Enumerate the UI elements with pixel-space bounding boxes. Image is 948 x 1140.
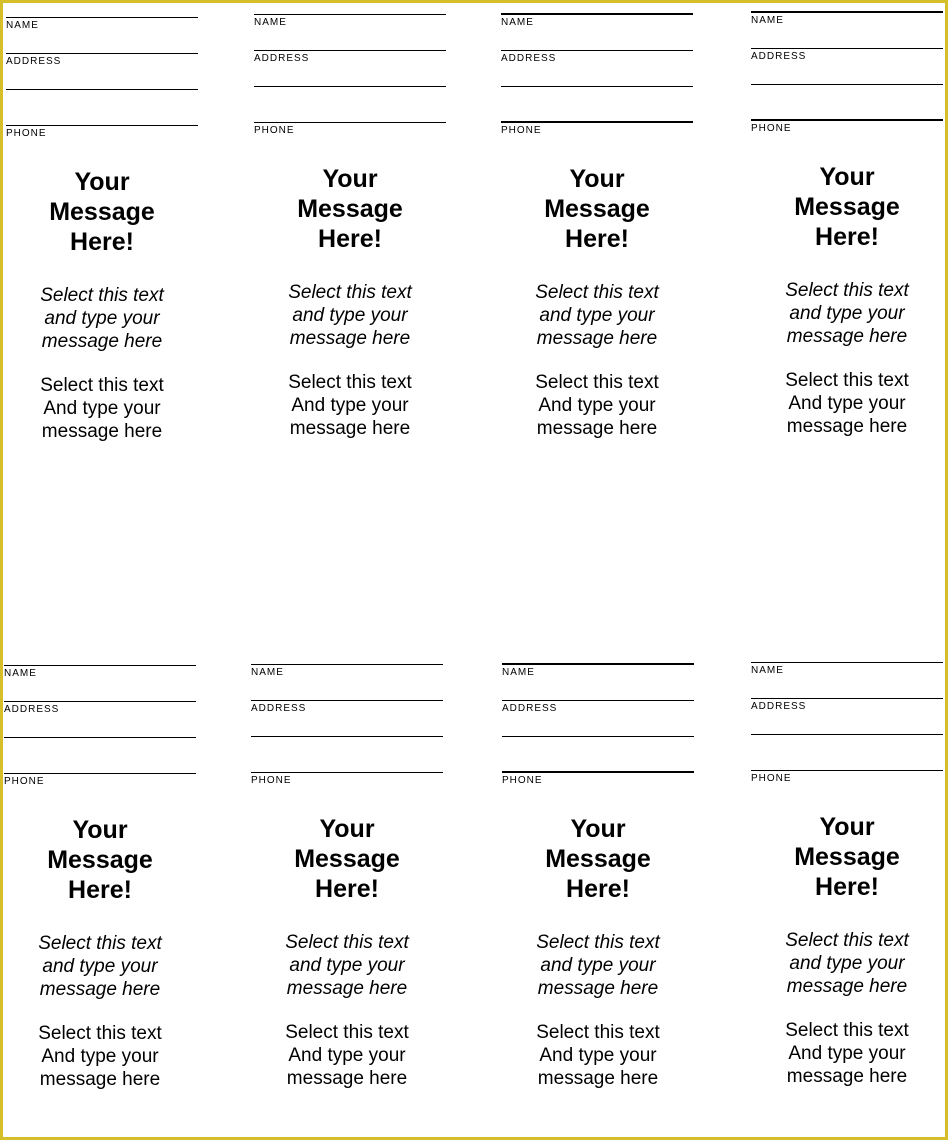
- name-row: [251, 647, 443, 678]
- message-heading[interactable]: [0, 167, 218, 257]
- italic-message[interactable]: [234, 281, 466, 350]
- italic-line: message here: [786, 976, 908, 997]
- italic-line: Select this text: [785, 930, 909, 951]
- heading-line: Message: [794, 193, 900, 221]
- heading-line: Message: [794, 843, 900, 871]
- address-label: ADDRESS: [751, 51, 807, 62]
- phone-row: [751, 85, 943, 134]
- plain-line: Select this text: [288, 372, 412, 393]
- contact-fields: [6, 0, 198, 139]
- address-row: [254, 15, 446, 64]
- address-label: ADDRESS: [251, 703, 307, 714]
- plain-line: Select this text: [535, 372, 659, 393]
- plain-line: And type your: [788, 1043, 906, 1064]
- plain-line: And type your: [288, 1045, 406, 1066]
- phone-label: PHONE: [6, 128, 47, 139]
- heading-line: Here!: [815, 223, 879, 251]
- message-heading[interactable]: [231, 814, 463, 904]
- heading-line: Here!: [70, 228, 134, 256]
- phone-row: [751, 735, 943, 784]
- phone-line[interactable]: [251, 772, 443, 773]
- heading-line: Your: [319, 815, 375, 843]
- plain-line: message here: [41, 421, 163, 442]
- address-extra-row: [751, 49, 943, 85]
- italic-line: message here: [536, 328, 658, 349]
- phone-row: [6, 90, 198, 139]
- italic-line: Select this text: [288, 282, 412, 303]
- italic-message[interactable]: [0, 932, 216, 1001]
- heading-line: Your: [72, 816, 128, 844]
- heading-line: Message: [545, 845, 651, 873]
- name-label: NAME: [251, 667, 284, 678]
- italic-line: message here: [39, 979, 161, 1000]
- address-extra-row: [254, 51, 446, 87]
- contact-fields: [501, 0, 693, 136]
- heading-line: Your: [819, 813, 875, 841]
- address-extra-row: [501, 51, 693, 87]
- heading-line: Here!: [815, 873, 879, 901]
- heading-line: Your: [570, 815, 626, 843]
- contact-fields: [502, 647, 694, 786]
- phone-line[interactable]: [502, 771, 694, 773]
- heading-line: Here!: [566, 875, 630, 903]
- plain-line: And type your: [291, 395, 409, 416]
- plain-message[interactable]: [0, 1022, 216, 1091]
- phone-label: PHONE: [254, 125, 295, 136]
- phone-row: [502, 737, 694, 786]
- name-row: [254, 0, 446, 28]
- address-label: ADDRESS: [751, 701, 807, 712]
- italic-line: message here: [41, 331, 163, 352]
- name-row: [751, 0, 943, 26]
- contact-fields: [751, 0, 943, 134]
- contact-fields: [4, 648, 196, 787]
- phone-line[interactable]: [501, 121, 693, 123]
- contact-fields: [751, 645, 943, 784]
- address-row: [501, 15, 693, 64]
- italic-line: message here: [289, 328, 411, 349]
- italic-line: message here: [286, 978, 408, 999]
- contact-fields: [251, 647, 443, 786]
- heading-line: Here!: [318, 225, 382, 253]
- phone-row: [254, 87, 446, 136]
- address-label: ADDRESS: [6, 56, 62, 67]
- italic-message[interactable]: [731, 929, 948, 998]
- name-label: NAME: [254, 17, 287, 28]
- italic-line: and type your: [42, 956, 158, 977]
- heading-line: Message: [294, 845, 400, 873]
- name-row: [6, 0, 198, 31]
- address-label: ADDRESS: [501, 53, 557, 64]
- message-heading[interactable]: [234, 164, 466, 254]
- heading-line: Your: [74, 168, 130, 196]
- plain-line: Select this text: [285, 1022, 409, 1043]
- plain-line: Select this text: [785, 1020, 909, 1041]
- italic-line: and type your: [789, 953, 905, 974]
- address-extra-row: [751, 699, 943, 735]
- plain-message[interactable]: [481, 371, 713, 440]
- name-label: NAME: [6, 20, 39, 31]
- address-row: [251, 665, 443, 714]
- italic-line: Select this text: [40, 285, 164, 306]
- italic-line: and type your: [44, 308, 160, 329]
- phone-label: PHONE: [502, 775, 543, 786]
- name-label: NAME: [751, 665, 784, 676]
- plain-line: And type your: [538, 395, 656, 416]
- plain-message[interactable]: [231, 1021, 463, 1090]
- plain-line: Select this text: [536, 1022, 660, 1043]
- plain-line: message here: [286, 1068, 408, 1089]
- italic-message[interactable]: [0, 284, 218, 353]
- heading-line: Message: [297, 195, 403, 223]
- italic-line: Select this text: [536, 932, 660, 953]
- phone-line[interactable]: [751, 119, 943, 121]
- address-row: [751, 13, 943, 62]
- message-heading[interactable]: [0, 815, 216, 905]
- message-heading[interactable]: [482, 814, 714, 904]
- italic-line: message here: [537, 978, 659, 999]
- plain-line: And type your: [41, 1046, 159, 1067]
- phone-row: [501, 87, 693, 136]
- phone-label: PHONE: [251, 775, 292, 786]
- plain-line: message here: [537, 1068, 659, 1089]
- phone-label: PHONE: [751, 773, 792, 784]
- name-label: NAME: [751, 15, 784, 26]
- phone-line[interactable]: [6, 125, 198, 126]
- name-row: [4, 648, 196, 679]
- plain-line: message here: [786, 1066, 908, 1087]
- heading-line: Your: [569, 165, 625, 193]
- plain-message[interactable]: [731, 369, 948, 438]
- plain-line: Select this text: [38, 1023, 162, 1044]
- heading-line: Your: [819, 163, 875, 191]
- contact-fields: [254, 0, 446, 136]
- heading-line: Here!: [565, 225, 629, 253]
- message-heading[interactable]: [731, 812, 948, 902]
- address-row: [4, 666, 196, 715]
- address-label: ADDRESS: [502, 703, 558, 714]
- italic-line: Select this text: [535, 282, 659, 303]
- phone-line[interactable]: [4, 773, 196, 774]
- plain-message[interactable]: [731, 1019, 948, 1088]
- plain-line: message here: [39, 1069, 161, 1090]
- plain-line: message here: [536, 418, 658, 439]
- italic-message[interactable]: [481, 281, 713, 350]
- name-label: NAME: [502, 667, 535, 678]
- plain-message[interactable]: [0, 374, 218, 443]
- name-row: [751, 645, 943, 676]
- heading-line: Message: [49, 198, 155, 226]
- italic-line: and type your: [539, 305, 655, 326]
- plain-line: And type your: [788, 393, 906, 414]
- phone-label: PHONE: [4, 776, 45, 787]
- phone-line[interactable]: [751, 770, 943, 771]
- address-label: ADDRESS: [254, 53, 310, 64]
- phone-label: PHONE: [751, 123, 792, 134]
- phone-row: [251, 737, 443, 786]
- message-heading[interactable]: [481, 164, 713, 254]
- address-extra-row: [4, 702, 196, 738]
- italic-line: Select this text: [38, 933, 162, 954]
- address-row: [502, 665, 694, 714]
- address-extra-row: [6, 54, 198, 90]
- plain-message[interactable]: [234, 371, 466, 440]
- plain-line: Select this text: [785, 370, 909, 391]
- plain-message[interactable]: [482, 1021, 714, 1090]
- italic-line: message here: [786, 326, 908, 347]
- name-row: [502, 647, 694, 678]
- plain-line: message here: [786, 416, 908, 437]
- heading-line: Here!: [315, 875, 379, 903]
- address-row: [6, 18, 198, 67]
- heading-line: Message: [47, 846, 153, 874]
- italic-message[interactable]: [231, 931, 463, 1000]
- phone-row: [4, 738, 196, 787]
- italic-message[interactable]: [731, 279, 948, 348]
- address-extra-row: [251, 701, 443, 737]
- italic-line: and type your: [289, 955, 405, 976]
- name-label: NAME: [501, 17, 534, 28]
- address-extra-row: [502, 701, 694, 737]
- heading-line: Here!: [68, 876, 132, 904]
- message-heading[interactable]: [731, 162, 948, 252]
- plain-line: And type your: [43, 398, 161, 419]
- address-row: [751, 663, 943, 712]
- plain-line: message here: [289, 418, 411, 439]
- italic-line: Select this text: [785, 280, 909, 301]
- italic-message[interactable]: [482, 931, 714, 1000]
- heading-line: Your: [322, 165, 378, 193]
- address-label: ADDRESS: [4, 704, 60, 715]
- name-row: [501, 0, 693, 28]
- phone-label: PHONE: [501, 125, 542, 136]
- plain-line: And type your: [539, 1045, 657, 1066]
- name-label: NAME: [4, 668, 37, 679]
- phone-line[interactable]: [254, 122, 446, 123]
- plain-line: Select this text: [40, 375, 164, 396]
- italic-line: and type your: [292, 305, 408, 326]
- italic-line: and type your: [540, 955, 656, 976]
- heading-line: Message: [544, 195, 650, 223]
- italic-line: and type your: [789, 303, 905, 324]
- italic-line: Select this text: [285, 932, 409, 953]
